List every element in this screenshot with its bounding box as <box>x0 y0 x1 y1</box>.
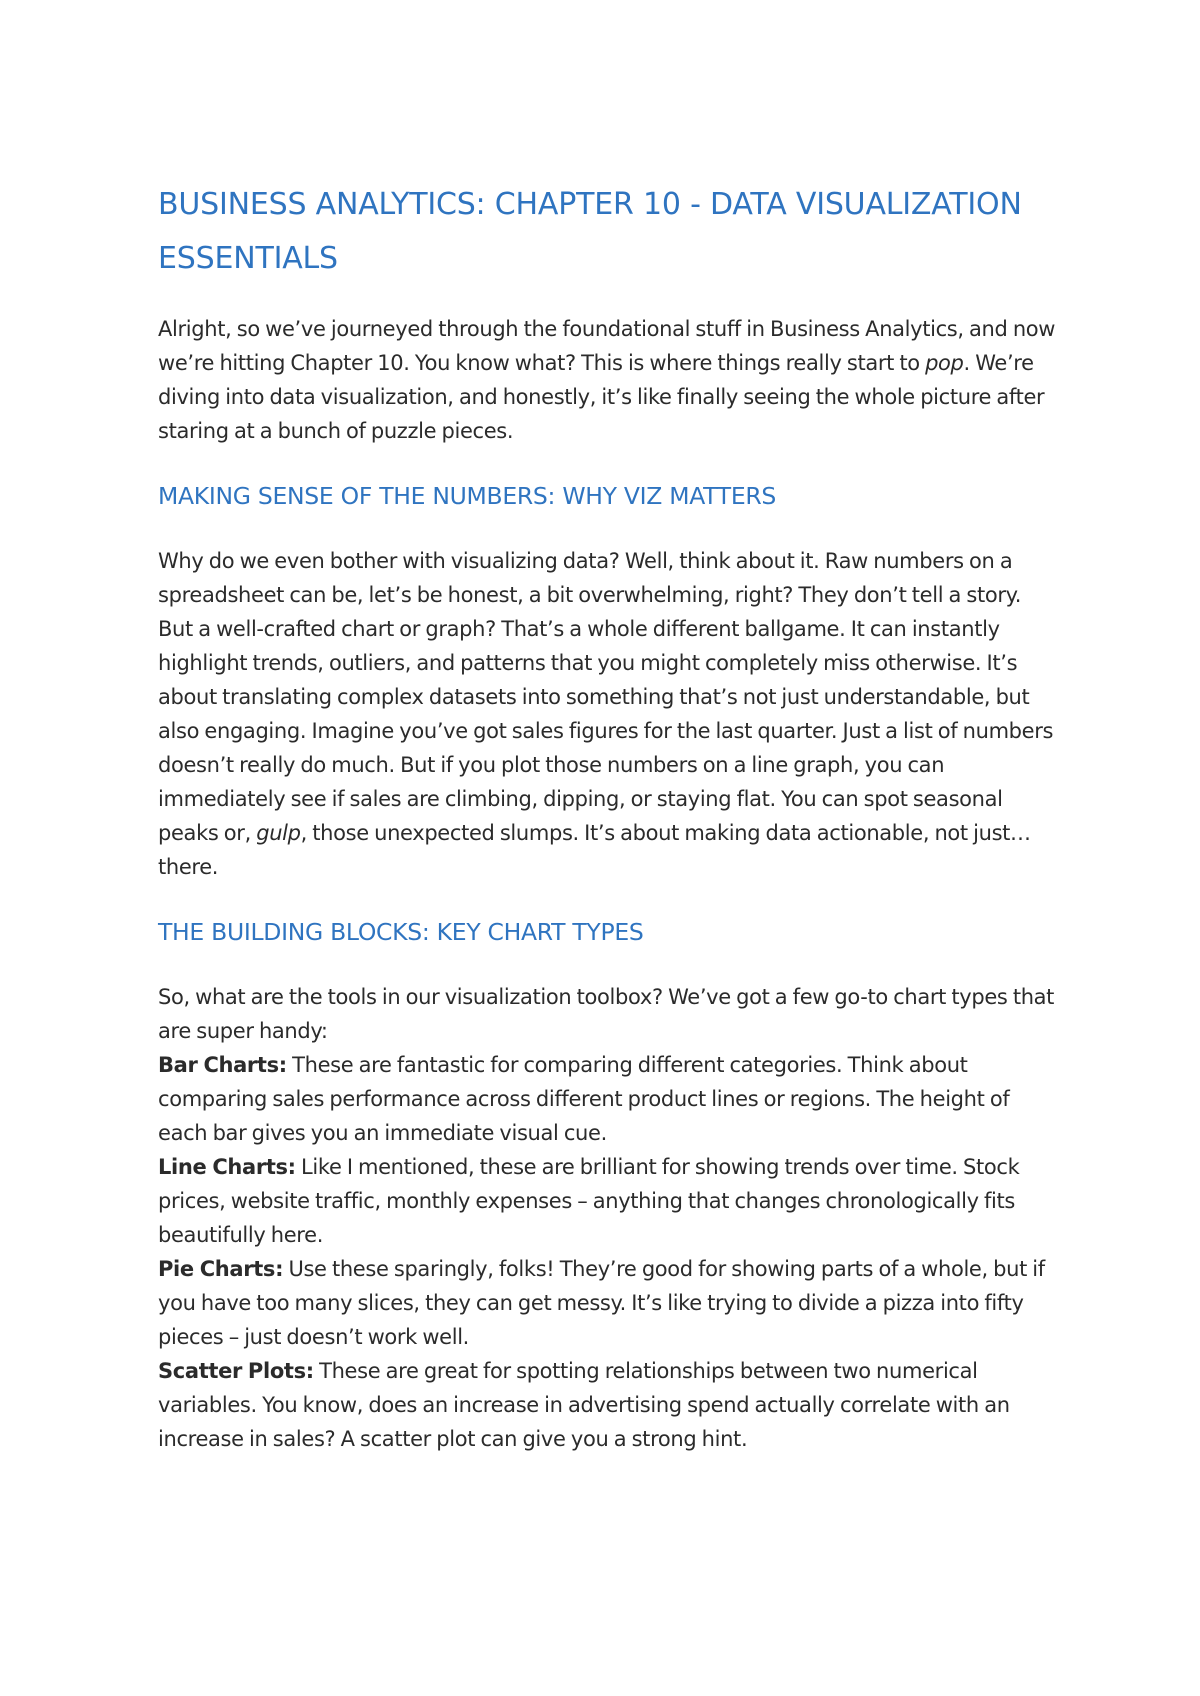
intro-paragraph <box>158 312 1058 448</box>
why-viz-emphasis: gulp <box>256 821 301 845</box>
chart-type-term: Bar Charts: <box>158 1053 287 1077</box>
why-viz-text-start: Why do we even bother with visualizing data? Well, think about it. Raw numbers on a spreadsheet can be, let’s be honest, a bit overwhelming, right? They don’t tell a story. But a well-crafted chart or graph? That’s a whole different ballgame. It can instantly highlight trends, outliers, and patterns that you might completely miss otherwise. It’s about translating complex datasets into something that’s not just understandable, but also engaging. Imagine you’ve got sales figures for the last quarter. Just a list of numbers doesn’t really do much. But if you plot those numbers on a line graph, you can immediately see if sales are climbing, dipping, or staying flat. You can spot seasonal peaks or, <box>158 549 1054 845</box>
section-heading-chart-types: THE BUILDING BLOCKS: KEY CHART TYPES <box>158 918 644 946</box>
document-title: BUSINESS ANALYTICS: CHAPTER 10 - DATA VISUALIZATION ESSENTIALS <box>158 187 1022 276</box>
chart-type-description: These are fantastic for comparing different categories. Think about comparing sales performance across different product lines or regions. The height of each bar gives you an immediate visual cue. <box>158 1053 1010 1145</box>
chart-type-item-bar <box>158 1048 1058 1150</box>
chart-type-term: Line Charts: <box>158 1155 296 1179</box>
chart-types-lead: So, what are the tools in our visualization toolbox? We’ve got a few go-to chart types that are super handy: <box>158 985 1055 1043</box>
why-viz-paragraph <box>158 544 1058 884</box>
chart-type-item-pie <box>158 1252 1058 1354</box>
intro-text-start: Alright, so we’ve journeyed through the foundational stuff in Business Analytics, and now we’re hitting Chapter 10. You know what? This is where things really start to <box>158 317 1056 375</box>
chart-type-description: Like I mentioned, these are brilliant for showing trends over time. Stock prices, website traffic, monthly expenses – anything that changes chronologically fits beautifully here. <box>158 1155 1020 1247</box>
intro-emphasis: pop <box>925 351 964 375</box>
intro-text-end: . We’re diving into data visualization, and honestly, it’s like finally seeing the whole picture after staring at a bunch of puzzle pieces. <box>158 351 1045 443</box>
chart-type-item-scatter <box>158 1354 1058 1456</box>
section-heading-why-viz: MAKING SENSE OF THE NUMBERS: WHY VIZ MATTERS <box>158 482 777 510</box>
why-viz-text-end: , those unexpected slumps. It’s about making data actionable, not just… there. <box>158 821 1031 879</box>
chart-type-description: Use these sparingly, folks! They’re good for showing parts of a whole, but if you have too many slices, they can get messy. It’s like trying to divide a pizza into fifty pieces – just doesn’t work well. <box>158 1257 1045 1349</box>
chart-type-description: These are great for spotting relationships between two numerical variables. You know, does an increase in advertising spend actually correlate with an increase in sales? A scatter plot can give you a strong hint. <box>158 1359 1010 1451</box>
chart-type-term: Scatter Plots: <box>158 1359 314 1383</box>
chart-type-term: Pie Charts: <box>158 1257 284 1281</box>
document-page <box>158 178 1058 1456</box>
chart-type-item-line <box>158 1150 1058 1252</box>
